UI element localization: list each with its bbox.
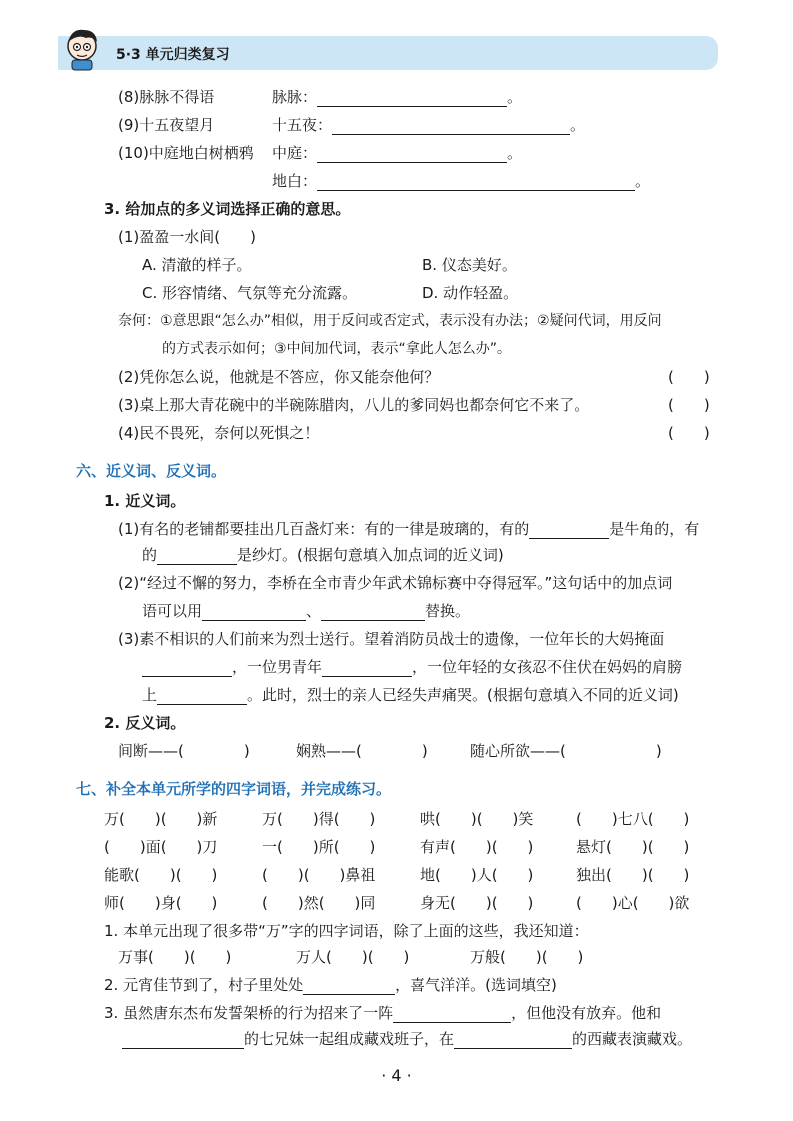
- q3-title: 3. 给加点的多义词选择正确的意思。: [104, 200, 351, 218]
- text: 3. 虽然唐东杰布发誓架桥的行为招来了一阵: [104, 1004, 394, 1022]
- q3-note-line2: 的方式表示如何；③中间加代词，表示“拿此人怎么办”。: [162, 341, 512, 357]
- answer-blank[interactable]: [529, 522, 609, 539]
- answer-blank[interactable]: [393, 1006, 511, 1023]
- answer-blank[interactable]: [317, 90, 507, 107]
- answer-blank[interactable]: [142, 660, 232, 677]
- q2-item-9: [118, 114, 214, 135]
- page-number: · 4 ·: [381, 1066, 412, 1085]
- q2-word: 脉脉：: [272, 88, 318, 106]
- idiom-cell[interactable]: 有声( )( ): [420, 838, 534, 856]
- sec6-q1-line1: [118, 518, 699, 539]
- q2-phrase: (9)十五夜望月: [118, 116, 215, 134]
- text: ，一位年轻的女孩忍不住伏在妈妈的肩膀: [412, 658, 683, 676]
- sec7-q2: [104, 974, 557, 995]
- answer-blank[interactable]: [202, 604, 306, 621]
- text: 的: [142, 546, 158, 564]
- section6-title: 六、近义词、反义词。: [76, 462, 227, 480]
- q3-sub1: (1)盈盈一水间( ): [118, 228, 256, 246]
- idiom-cell[interactable]: ( )面( )刀: [104, 838, 218, 856]
- idiom-cell[interactable]: ( )( )鼻祖: [262, 866, 376, 884]
- antonym-3[interactable]: 随心所欲——( ): [470, 742, 662, 760]
- answer-paren[interactable]: ( ): [668, 396, 710, 414]
- q3-sub3: (3)桌上那大青花碗中的半碗陈腊肉，八儿的爹同妈也都奈何它不来了。: [118, 396, 590, 414]
- q2-answer-10: 中庭： 。: [272, 144, 523, 162]
- sec6-q3-line3: [142, 684, 679, 705]
- idiom-cell[interactable]: 身无( )( ): [420, 894, 534, 912]
- q3-option-d: D. 动作轻盈。: [422, 284, 519, 302]
- answer-blank[interactable]: [322, 660, 412, 677]
- q3-note-line1: 奈何：①意思跟“怎么办”相似，用于反问或否定式，表示没有办法；②疑问代词，用反问: [118, 313, 662, 329]
- idiom-cell[interactable]: 一( )所( ): [262, 838, 376, 856]
- text: 是牛角的，有: [609, 520, 700, 538]
- sec6-sub1-title: 1. 近义词。: [104, 492, 186, 510]
- answer-blank[interactable]: [317, 146, 507, 163]
- sec6-q2-line2: [142, 600, 470, 621]
- q2-phrase: (8)脉脉不得语: [118, 88, 215, 106]
- text: 替换。: [425, 602, 471, 620]
- sec6-q3-line1: (3)素不相识的人们前来为烈士送行。望着消防员战士的遗像，一位年长的大妈掩面: [118, 630, 665, 648]
- sec6-q1-line2: [142, 544, 504, 565]
- wan-item-1[interactable]: 万事( )( ): [118, 948, 232, 966]
- antonym-1[interactable]: 间断——( ): [118, 742, 250, 760]
- idiom-cell[interactable]: 能歌( )( ): [104, 866, 218, 884]
- q3-option-b: B. 仪态美好。: [422, 256, 517, 274]
- text: 2. 元宵佳节到了，村子里处处: [104, 976, 304, 994]
- text: 、: [306, 602, 322, 620]
- sec6-q3-line2: [142, 656, 682, 677]
- q2-word: 地白：: [272, 172, 318, 190]
- answer-blank[interactable]: [157, 548, 237, 565]
- wan-item-2[interactable]: 万人( )( ): [296, 948, 410, 966]
- text: 。此时，烈士的亲人已经失声痛哭。(根据句意填入不同的近义词): [247, 686, 679, 704]
- q3-option-a: A. 清澈的样子。: [142, 256, 252, 274]
- wan-item-3[interactable]: 万般( )( ): [470, 948, 584, 966]
- idiom-cell[interactable]: 独出( )( ): [576, 866, 690, 884]
- sec7-q3-line2: [122, 1028, 692, 1049]
- section7-title: 七、补全本单元所学的四字词语，并完成练习。: [76, 780, 392, 798]
- text: 的西藏表演藏戏。: [572, 1030, 693, 1048]
- idiom-cell[interactable]: ( )七八( ): [576, 810, 690, 828]
- q2-phrase: (10)中庭地白树栖鸦: [118, 144, 254, 162]
- q2-item-10: [118, 142, 254, 163]
- idiom-cell[interactable]: 万( )得( ): [262, 810, 376, 828]
- text: ，一位男青年: [232, 658, 323, 676]
- text: 上: [142, 686, 158, 704]
- boy-mascot-icon: [62, 26, 102, 72]
- idiom-cell[interactable]: 师( )身( ): [104, 894, 218, 912]
- sec6-sub2-title: 2. 反义词。: [104, 714, 186, 732]
- text: ，喜气洋洋。(选词填空): [395, 976, 557, 994]
- sec7-q3-line1: [104, 1002, 661, 1023]
- answer-blank[interactable]: [122, 1032, 244, 1049]
- idiom-cell[interactable]: 万( )( )新: [104, 810, 218, 828]
- idiom-cell[interactable]: 悬灯( )( ): [576, 838, 690, 856]
- sec7-q1: 1. 本单元出现了很多带“万”字的四字词语，除了上面的这些，我还知道：: [104, 922, 589, 940]
- idiom-cell[interactable]: ( )然( )同: [262, 894, 376, 912]
- header-bar: [58, 36, 718, 70]
- answer-paren[interactable]: ( ): [668, 424, 710, 442]
- q2-word: 十五夜：: [272, 116, 333, 134]
- text: ，但他没有放弃。他和: [511, 1004, 662, 1022]
- q2-answer-10b: 地白： 。: [272, 172, 651, 190]
- q3-sub4: (4)民不畏死，奈何以死惧之！: [118, 424, 320, 442]
- idiom-cell[interactable]: 地( )人( ): [420, 866, 534, 884]
- q2-answer-9: 十五夜： 。: [272, 116, 586, 134]
- answer-blank[interactable]: [317, 174, 635, 191]
- header-title: 5·3 单元归类复习: [116, 47, 230, 63]
- answer-paren[interactable]: ( ): [668, 368, 710, 386]
- answer-blank[interactable]: [157, 688, 247, 705]
- q2-word: 中庭：: [272, 144, 318, 162]
- answer-blank[interactable]: [332, 118, 570, 135]
- text: 的七兄妹一起组成藏戏班子，在: [244, 1030, 455, 1048]
- answer-blank[interactable]: [454, 1032, 572, 1049]
- idiom-cell[interactable]: 哄( )( )笑: [420, 810, 534, 828]
- q2-item-8: [118, 86, 214, 107]
- answer-blank[interactable]: [303, 978, 395, 995]
- sec6-q2-line1: (2)“经过不懈的努力，李桥在全市青少年武术锦标赛中夺得冠军。”这句话中的加点词: [118, 574, 673, 592]
- text: 语可以用: [142, 602, 203, 620]
- answer-blank[interactable]: [321, 604, 425, 621]
- antonym-2[interactable]: 娴熟——( ): [296, 742, 428, 760]
- text: 是纱灯。(根据句意填入加点词的近义词): [237, 546, 504, 564]
- q2-answer-8: 脉脉： 。: [272, 88, 523, 106]
- idiom-cell[interactable]: ( )心( )欲: [576, 894, 690, 912]
- text: (1)有名的老铺都要挂出几百盏灯来：有的一律是玻璃的，有的: [118, 520, 530, 538]
- q3-sub2: (2)凭你怎么说，他就是不答应，你又能奈他何？: [118, 368, 440, 386]
- q3-option-c: C. 形容情绪、气氛等充分流露。: [142, 284, 358, 302]
